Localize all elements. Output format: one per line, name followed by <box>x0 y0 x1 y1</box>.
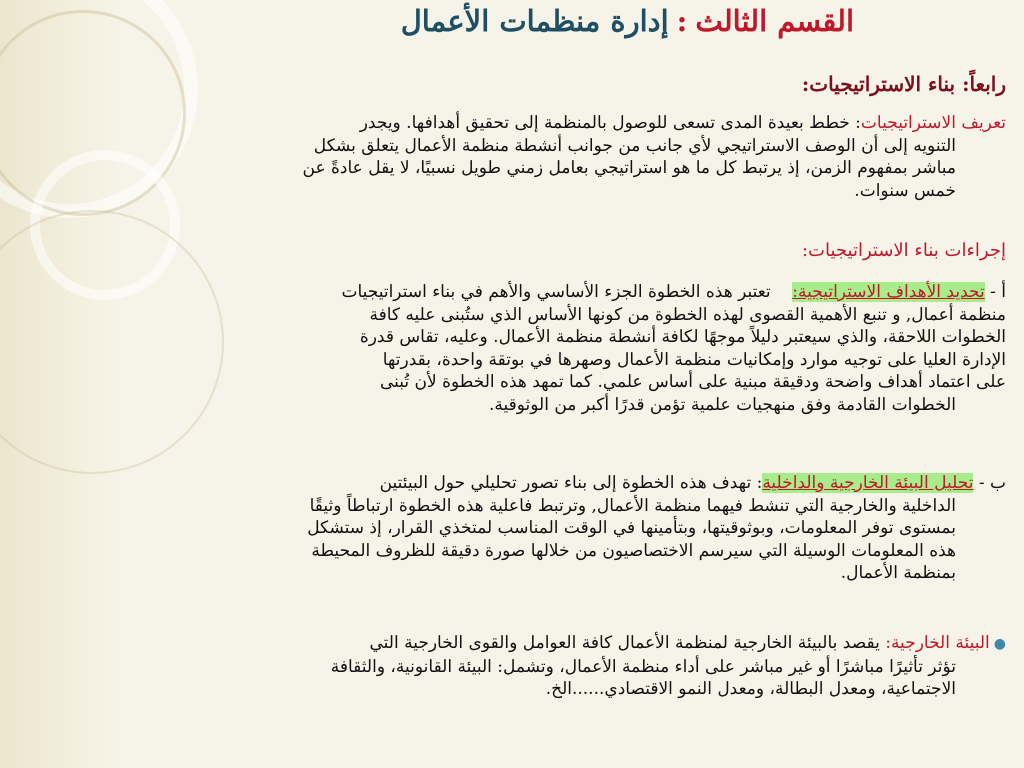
slide-title <box>401 4 854 38</box>
item-b-line: ب - تحليل البيئة الخارجية والداخلية: تهدف هذه الخطوة إلى بناء تصور تحليلي حول البيئتين <box>379 473 1006 493</box>
procedures-heading: إجراءات بناء الاستراتيجيات: <box>801 240 1006 261</box>
item-b-marker: ب - <box>978 473 1006 493</box>
item-a-line: على اعتماد أهداف واضحة ودقيقة مبنية على أساس علمي. كما تمهد هذه الخطوة لأن تُبنى <box>379 372 1006 392</box>
item-a-line: الخطوات القادمة وفق منهجيات علمية تؤمن قدرًا أكبر من الوثوقية. <box>488 394 956 415</box>
definition-line: التنويه إلى أن الوصف الاستراتيجي لأي جانب من جوانب أنشطة منظمة الأعمال يتعلق بشكل <box>313 135 956 156</box>
definition-line: مباشر بمفهوم الزمن، إذ يرتبط كل ما هو استراتيجي بعامل زمني طويل نسبيًا، لا يقل عادةً عن <box>302 158 956 178</box>
item-a-line: الخطوات اللاحقة، والذي سيعتبر دليلاً موجهًا لكافة أنشطة منظمة الأعمال. وعليه، تقاس قدرة <box>359 327 1006 347</box>
item-a-line: الإدارة العليا على توجيه موارد وإمكانيات منظمة الأعمال وصهرها في بوتقة واحدة، بقدرتها <box>382 349 1006 370</box>
item-a-paragraph <box>6 281 1006 416</box>
slide-subtitle: رابعاً: بناء الاستراتيجيات: <box>801 72 1006 96</box>
item-a-marker: أ - <box>990 282 1006 302</box>
definition-line: تعريف الاستراتيجيات: خطط بعيدة المدى تسعى للوصول بالمنظمة إلى تحقيق أهدافها. ويجدر <box>359 113 1006 133</box>
bullet-line: ●البيئة الخارجية: يقصد بالبيئة الخارجية لمنظمة الأعمال كافة العوامل والقوى الخارجية التي <box>369 633 1006 653</box>
item-b-line: الداخلية والخارجية التي تنشط فيهما منظمة الأعمال, وترتبط فاعلية هذه الخطوة ارتباطاً وثيقًا <box>309 495 956 516</box>
item-b-term: تحليل البيئة الخارجية والداخلية <box>762 473 974 493</box>
item-a-line: أ - تحديد الأهداف الاستراتيجية: تعتبر هذه الخطوة الجزء الأساسي والأهم في بناء استراتيجيات <box>341 282 1006 302</box>
item-b-line: هذه المعلومات الوسيلة التي سيرسم الاختصاصيون من خلالها صورة دقيقة للظروف المحيطة <box>311 540 956 561</box>
item-b-line: بمنظمة الأعمال. <box>840 563 956 583</box>
slide-content <box>8 0 1014 768</box>
definition-paragraph <box>6 112 1006 202</box>
bullet-paragraph <box>6 632 1006 701</box>
definition-term: تعريف الاستراتيجيات <box>860 113 1006 133</box>
bullet-term: البيئة الخارجية: <box>885 633 990 653</box>
title-separator: : <box>676 4 688 38</box>
item-a-line: منظمة أعمال, و تنبع الأهمية القصوى لهذه الخطوة من كونها الأساس الذي ستُبنى عليه كافة <box>369 304 1006 325</box>
item-b-line: بمستوى توفر المعلومات، وبوثوقيتها، وبتأمينها في الوقت المناسب لمتخذي القرار، إذ ستشكل <box>307 518 956 538</box>
definition-line: خمس سنوات. <box>854 180 956 201</box>
title-section: القسم الثالث <box>695 4 854 38</box>
bullet-line: الاجتماعية، ومعدل البطالة، ومعدل النمو الاقتصادي......الخ. <box>545 679 956 699</box>
bullet-dot-icon: ● <box>993 636 1006 652</box>
title-name: إدارة منظمات الأعمال <box>400 4 669 38</box>
bullet-line: تؤثر تأثيرًا مباشرًا أو غير مباشر على أداء منظمة الأعمال، وتشمل: البيئة القانونية، والثقافة <box>330 656 956 677</box>
item-a-term: تحديد الأهداف الاستراتيجية: <box>792 282 985 302</box>
item-b-paragraph <box>6 472 1006 585</box>
